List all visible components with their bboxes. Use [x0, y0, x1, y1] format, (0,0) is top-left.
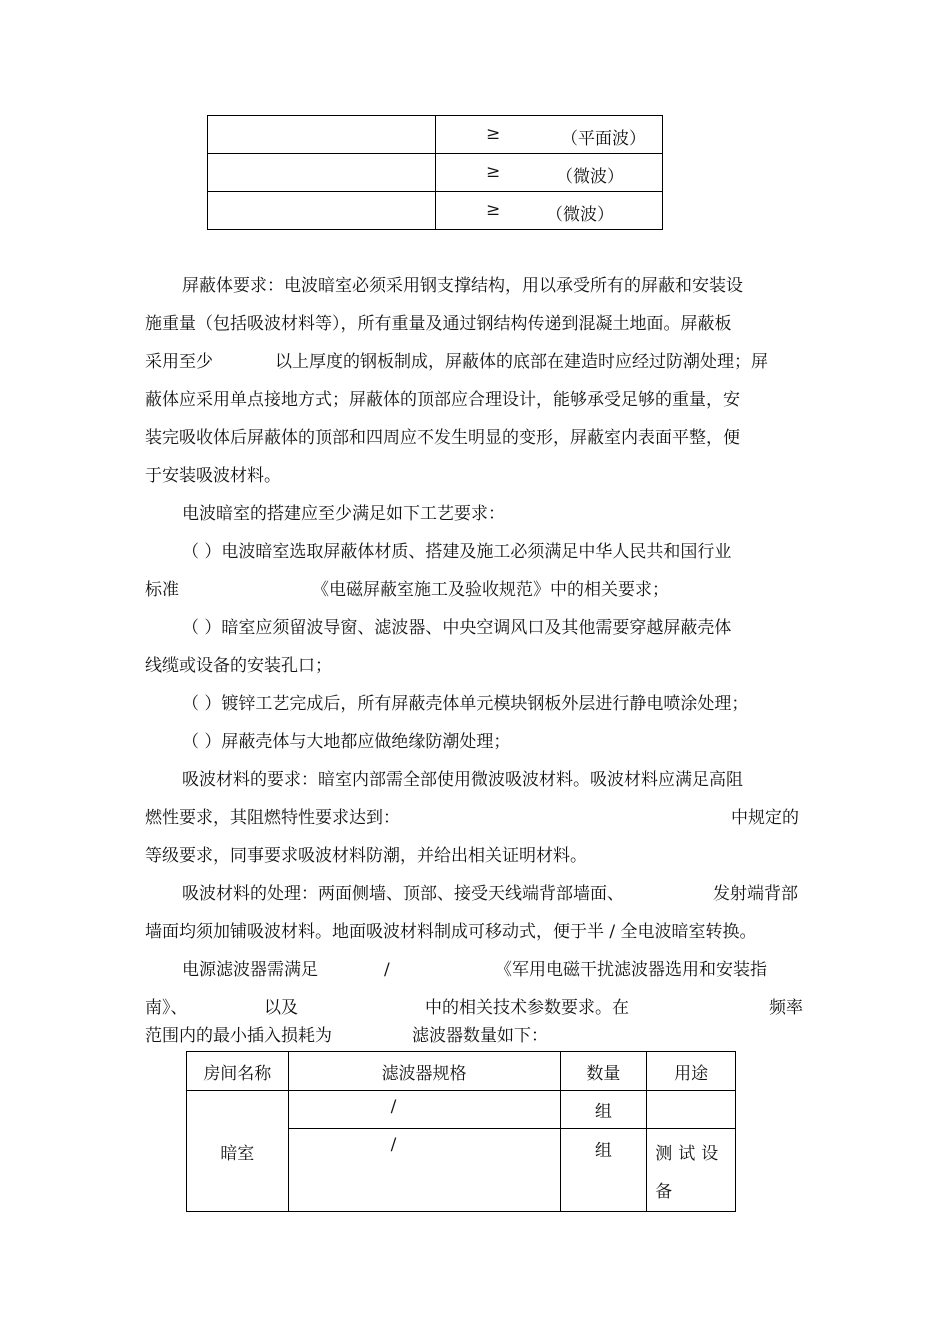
filter-para-line: 滤波器数量如下：	[412, 1026, 548, 1046]
ge-symbol: ≥	[486, 124, 501, 144]
process-item-2: （ ）暗室应须留波导窗、滤波器、中央空调风口及其他需要穿越屏蔽壳体	[182, 618, 732, 638]
shield-line: 于安装吸波材料。	[145, 466, 281, 486]
shield-line: 装完吸收体后屏蔽体的顶部和四周应不发生明显的变形，屏蔽室内表面平整，便	[145, 428, 740, 448]
absorber-proc-line: 墙面均须加铺吸波材料。地面吸波材料制成可移动式，便于半 / 全电波暗室转换。	[145, 922, 757, 942]
process-item-1-cont: 标准	[145, 580, 179, 600]
spec-cell-label	[208, 154, 436, 192]
spec-cell-value	[436, 116, 663, 154]
absorber-req-line: 中规定的	[731, 808, 799, 828]
filter-qty: 组	[560, 1091, 647, 1129]
spec-cell-label	[208, 192, 436, 230]
wave-mode: （微波）	[546, 205, 614, 225]
ge-symbol: ≥	[486, 200, 501, 220]
filter-para-line: 南》、	[145, 998, 188, 1018]
spec-value: /	[390, 1097, 397, 1117]
filter-qty: 组	[560, 1129, 647, 1212]
filter-table-header	[187, 1052, 736, 1091]
table-row	[187, 1091, 736, 1129]
ge-symbol: ≥	[486, 162, 501, 182]
shield-line: 蔽体应采用单点接地方式；屏蔽体的顶部应合理设计，能够承受足够的重量，安	[145, 390, 740, 410]
spec-value: /	[390, 1135, 397, 1155]
filter-para-line: 《军用电磁干扰滤波器选用和安装指	[495, 960, 767, 980]
wave-mode: （平面波）	[561, 129, 646, 149]
standard-title: 《电磁屏蔽室施工及验收规范》中的相关要求；	[312, 580, 669, 600]
header-qty: 数量	[560, 1052, 647, 1091]
spec-cell-label	[208, 116, 436, 154]
spec-cell-value	[436, 192, 663, 230]
absorber-req-line: 等级要求，同事要求吸波材料防潮，并给出相关证明材料。	[145, 846, 587, 866]
header-spec: 滤波器规格	[288, 1052, 560, 1091]
absorber-proc-line: 发射端背部	[713, 884, 798, 904]
spec-table	[207, 115, 663, 230]
process-item-2-cont: 线缆或设备的安装孔口；	[145, 656, 332, 676]
wave-mode: （微波）	[556, 167, 624, 187]
filter-para-line: 电源滤波器需满足	[182, 960, 318, 980]
process-item-3: （ ）镀锌工艺完成后，所有屏蔽壳体单元模块钢板外层进行静电喷涂处理；	[182, 694, 749, 714]
filter-spec	[288, 1091, 560, 1129]
filter-spec	[288, 1129, 560, 1212]
process-intro: 电波暗室的搭建应至少满足如下工艺要求：	[182, 504, 505, 524]
absorber-req-line: 燃性要求，其阻燃特性要求达到：	[145, 808, 400, 828]
process-item-4: （ ）屏蔽壳体与大地都应做绝缘防潮处理；	[182, 732, 511, 752]
absorber-proc-line: 吸波材料的处理：两面侧墙、顶部、接受天线端背部墙面、	[182, 884, 624, 904]
process-item-1: （ ）电波暗室选取屏蔽体材质、搭建及施工必须满足中华人民共和国行业	[182, 542, 732, 562]
filter-para-line: 范围内的最小插入损耗为	[145, 1026, 332, 1046]
shield-line: 屏蔽体要求：电波暗室必须采用钢支撑结构，用以承受所有的屏蔽和安装设	[182, 276, 743, 296]
spec-cell-value	[436, 154, 663, 192]
filter-para-line: /	[384, 960, 390, 980]
header-room: 房间名称	[187, 1052, 289, 1091]
filter-para-line: 中的相关技术参数要求。在	[425, 998, 629, 1018]
filter-para-line: 以及	[264, 998, 298, 1018]
header-use: 用途	[647, 1052, 736, 1091]
filter-use	[647, 1091, 736, 1129]
shield-line: 施重量（包括吸波材料等），所有重量及通过钢结构传递到混凝土地面。屏蔽板	[145, 314, 732, 334]
shield-line: 采用至少	[145, 352, 213, 372]
spec-row	[208, 154, 663, 192]
spec-row	[208, 116, 663, 154]
filter-table	[186, 1051, 736, 1212]
filter-use: 测试设备	[647, 1129, 736, 1212]
spec-row	[208, 192, 663, 230]
filter-para-line: 频率	[769, 998, 803, 1018]
shield-line: 以上厚度的钢板制成，屏蔽体的底部在建造时应经过防潮处理；屏	[275, 352, 768, 372]
room-name: 暗室	[187, 1091, 289, 1212]
absorber-req-line: 吸波材料的要求：暗室内部需全部使用微波吸波材料。吸波材料应满足高阻	[182, 770, 743, 790]
